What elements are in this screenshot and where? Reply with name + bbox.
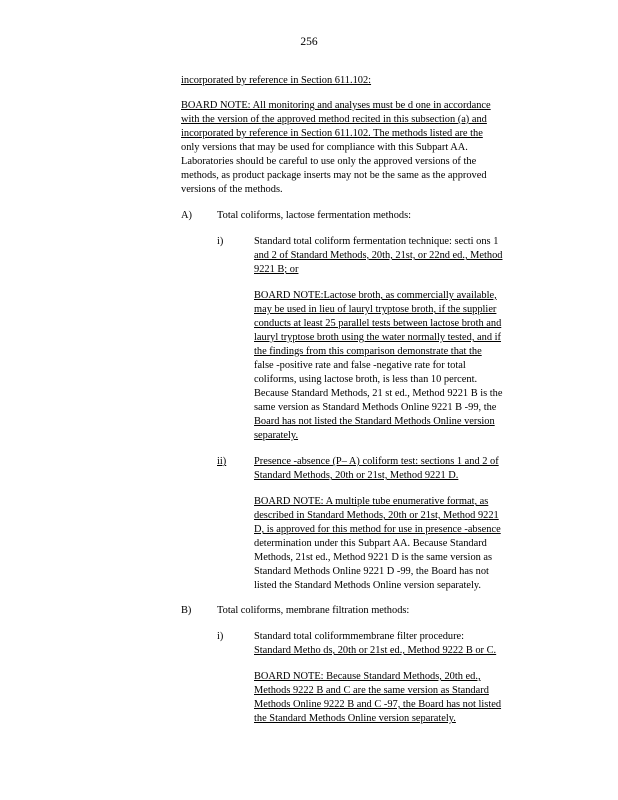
note-line: determination under this Subpart AA. Because Standard <box>254 538 487 549</box>
note-line: with the version of the approved method recited in this subsection (a) and <box>181 114 487 125</box>
note-line: lauryl tryptose broth using the water normally tested, and if <box>254 332 502 343</box>
note-line: separately. <box>254 430 299 441</box>
note-line: only versions that may be used for compliance with this Subpart AA. <box>181 142 468 153</box>
note-line: BOARD NOTE: All monitoring and analyses must be d one in accordance <box>181 100 491 111</box>
note-line: Methods Online 9222 B and C -97, the Board has not listed <box>254 699 502 710</box>
note-line: incorporated by reference in Section 611.102. The methods listed are the <box>181 128 483 139</box>
item-a-ii-marker: ii) <box>217 456 227 467</box>
section-b-heading: Total coliforms, membrane filtration methods: <box>217 605 410 616</box>
note-line: Board has not listed the Standard Methods Online version <box>254 416 495 427</box>
item-a-i-line: and 2 of Standard Methods, 20th, 21st, or 22nd ed., Method <box>254 250 503 261</box>
note-line: Because Standard Methods, 21 st ed., Method 9221 B is the <box>254 388 503 399</box>
note-line: D, is approved for this method for use in presence -absence <box>254 524 501 535</box>
note-line: versions of the methods. <box>181 184 283 195</box>
note-line: coliforms, using lactose broth, is less than 10 percent. <box>254 374 478 385</box>
note-line: false -positive rate and false -negative rate for total <box>254 360 466 371</box>
note-line: may be used in lieu of lauryl tryptose broth, if the supplier <box>254 304 497 315</box>
section-b-marker: B) <box>181 605 192 616</box>
note-line: BOARD NOTE: Because Standard Methods, 20th ed., <box>254 671 481 682</box>
note-line: conducts at least 25 parallel tests between lactose broth and <box>254 318 502 329</box>
section-a-heading: Total coliforms, lactose fermentation methods: <box>217 210 412 221</box>
item-a-i-marker: i) <box>217 236 224 247</box>
item-b-i-line: Standard total coliformmembrane filter procedure: <box>254 631 465 642</box>
note-line: listed the Standard Methods Online version separately. <box>254 580 482 591</box>
item-a-ii-line: Presence -absence (P– A) coliform test: sections 1 and 2 of <box>254 456 499 467</box>
item-a-i-line: Standard total coliform fermentation technique: secti ons 1 <box>254 236 499 247</box>
note-line: the findings from this comparison demonstrate that the <box>254 346 482 357</box>
item-a-i-line: 9221 B; or <box>254 264 299 275</box>
note-line: described in Standard Methods, 20th or 21st, Method 9221 <box>254 510 499 521</box>
note-line: BOARD NOTE: A multiple tube enumerative format, as <box>254 496 489 507</box>
intro-line: incorporated by reference in Section 611.102: <box>181 75 372 86</box>
page-number: 256 <box>300 36 318 48</box>
note-line: Laboratories should be careful to use only the approved versions of the <box>181 156 477 167</box>
item-b-i-marker: i) <box>217 631 224 642</box>
note-line: methods, as product package inserts may not be the same as the approved <box>181 170 487 181</box>
note-line: same version as Standard Methods Online 9221 B -99, the <box>254 402 497 413</box>
item-b-i-line: Standard Metho ds, 20th or 21st ed., Method 9222 B or C. <box>254 645 497 656</box>
item-a-ii-line: Standard Methods, 20th or 21st, Method 9221 D. <box>254 470 459 481</box>
note-line: Standard Methods Online 9221 D -99, the Board has not <box>254 566 489 577</box>
note-line: the Standard Methods Online version separately. <box>254 713 456 724</box>
section-a-marker: A) <box>181 210 192 221</box>
note-line: Methods, 21st ed., Method 9221 D is the same version as <box>254 552 493 563</box>
note-line: Methods 9222 B and C are the same version as Standard <box>254 685 489 696</box>
note-line: BOARD NOTE:Lactose broth, as commercially available, <box>254 290 497 301</box>
